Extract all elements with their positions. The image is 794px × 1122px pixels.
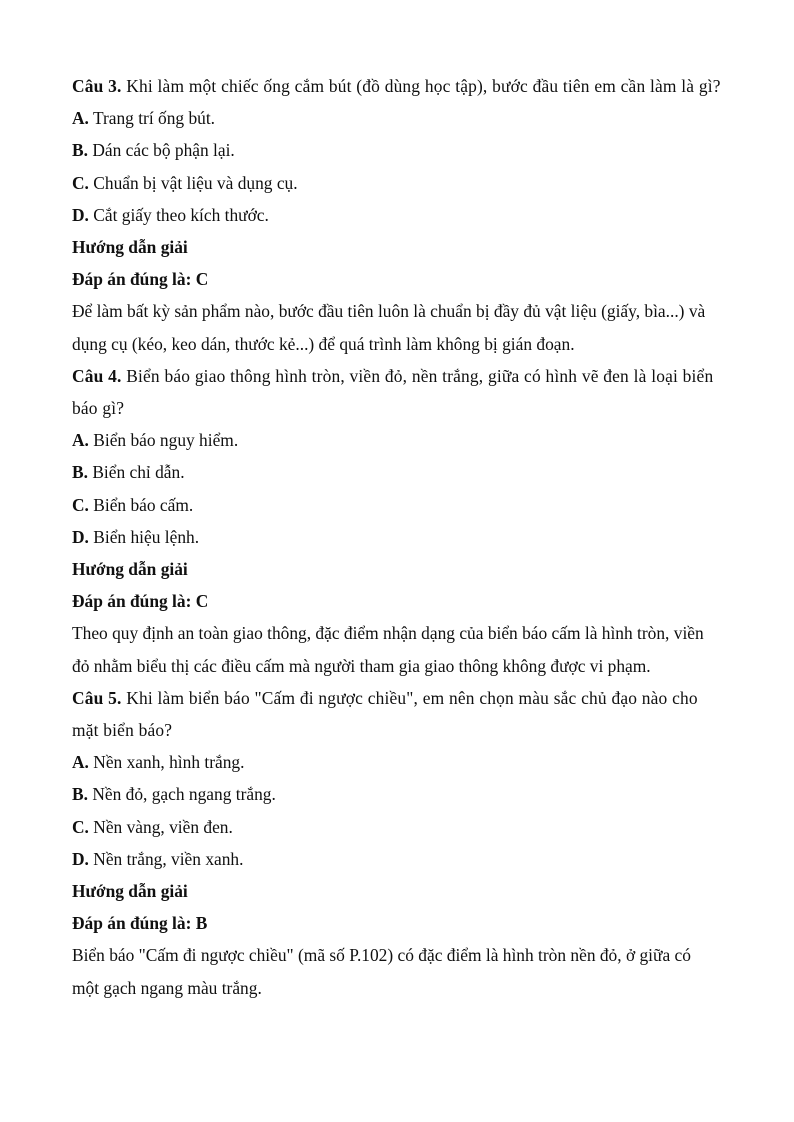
option-text-4-b: Biển chỉ dẫn. [92, 462, 185, 483]
explanation-3: Để làm bất kỳ sản phẩm nào, bước đầu tiên luôn là chuẩn bị đầy đủ vật liệu (giấy, bìa...) và dụng cụ (kéo, keo dán, thước kẻ...) để quá trình làm không bị gián đoạn. [72, 301, 706, 354]
question-number-4: Câu 4. [72, 365, 122, 386]
option-letter-4-c: C. [72, 494, 89, 515]
option-row-3-b [72, 134, 722, 166]
option-row-5-c [72, 811, 722, 843]
option-text-4-a: Biển báo nguy hiểm. [93, 430, 239, 451]
option-text-5-b: Nền đỏ, gạch ngang trắng. [92, 784, 276, 805]
guide-heading-5: Hướng dẫn giải [72, 881, 188, 902]
option-text-4-c: Biển báo cấm. [93, 494, 194, 515]
option-letter-4-b: B. [72, 462, 88, 483]
option-letter-4-a: A. [72, 430, 89, 451]
option-letter-3-c: C. [72, 172, 89, 193]
option-letter-5-d: D. [72, 848, 89, 869]
question-block-3 [72, 70, 722, 360]
option-text-5-a: Nền xanh, hình trắng. [93, 752, 245, 773]
explanation-4: Theo quy định an toàn giao thông, đặc điểm nhận dạng của biển báo cấm là hình tròn, viền đỏ nhằm biểu thị các điều cấm mà người tham gia giao thông không được vi phạm. [72, 623, 704, 676]
question-prompt-4 [72, 360, 722, 424]
option-letter-3-b: B. [72, 140, 88, 161]
answer-line-5: Đáp án đúng là: B [72, 913, 208, 934]
option-row-5-a [72, 746, 722, 778]
option-letter-5-a: A. [72, 752, 89, 773]
explanation-5: Biển báo "Cấm đi ngược chiều" (mã số P.102) có đặc điểm là hình tròn nền đỏ, ở giữa có một gạch ngang màu trắng. [72, 945, 691, 998]
question-block-4 [72, 360, 722, 682]
option-text-3-a: Trang trí ống bút. [92, 108, 216, 129]
option-text-3-d: Cắt giấy theo kích thước. [93, 204, 269, 225]
option-text-5-c: Nền vàng, viền đen. [93, 816, 233, 837]
option-row-4-a [72, 424, 722, 456]
question-number-5: Câu 5. [72, 687, 122, 708]
option-letter-5-c: C. [72, 816, 89, 837]
question-number-3: Câu 3. [72, 76, 122, 96]
question-text-5: Khi làm biển báo "Cấm đi ngược chiều", em nên chọn màu sắc chủ đạo nào cho mặt biển báo? [72, 687, 698, 741]
option-row-4-d [72, 521, 722, 553]
answer-line-4: Đáp án đúng là: C [72, 591, 209, 612]
option-letter-3-d: D. [72, 204, 89, 225]
question-text-4: Biển báo giao thông hình tròn, viền đỏ, nền trắng, giữa có hình vẽ đen là loại biển báo gì? [72, 365, 714, 419]
option-letter-3-a: A. [72, 108, 89, 129]
option-letter-5-b: B. [72, 784, 88, 805]
option-text-4-d: Biển hiệu lệnh. [93, 526, 200, 547]
option-row-4-c [72, 489, 722, 521]
guide-heading-3: Hướng dẫn giải [72, 237, 188, 258]
question-block-5 [72, 682, 722, 1004]
option-row-3-c [72, 167, 722, 199]
option-row-4-b [72, 456, 722, 488]
option-row-3-d [72, 199, 722, 231]
option-row-3-a [72, 102, 722, 134]
option-text-3-c: Chuẩn bị vật liệu và dụng cụ. [93, 172, 298, 193]
option-row-5-d [72, 843, 722, 875]
document-content [72, 70, 722, 1004]
question-prompt-5 [72, 682, 722, 746]
option-text-5-d: Nền trắng, viền xanh. [93, 848, 244, 869]
question-text-3: Khi làm một chiếc ống cắm bút (đồ dùng học tập), bước đầu tiên em cần làm là gì? [126, 76, 721, 96]
answer-line-3: Đáp án đúng là: C [72, 269, 209, 290]
question-prompt-3 [72, 70, 722, 102]
option-text-3-b: Dán các bộ phận lại. [92, 140, 235, 161]
option-row-5-b [72, 778, 722, 810]
guide-heading-4: Hướng dẫn giải [72, 559, 188, 580]
option-letter-4-d: D. [72, 526, 89, 547]
